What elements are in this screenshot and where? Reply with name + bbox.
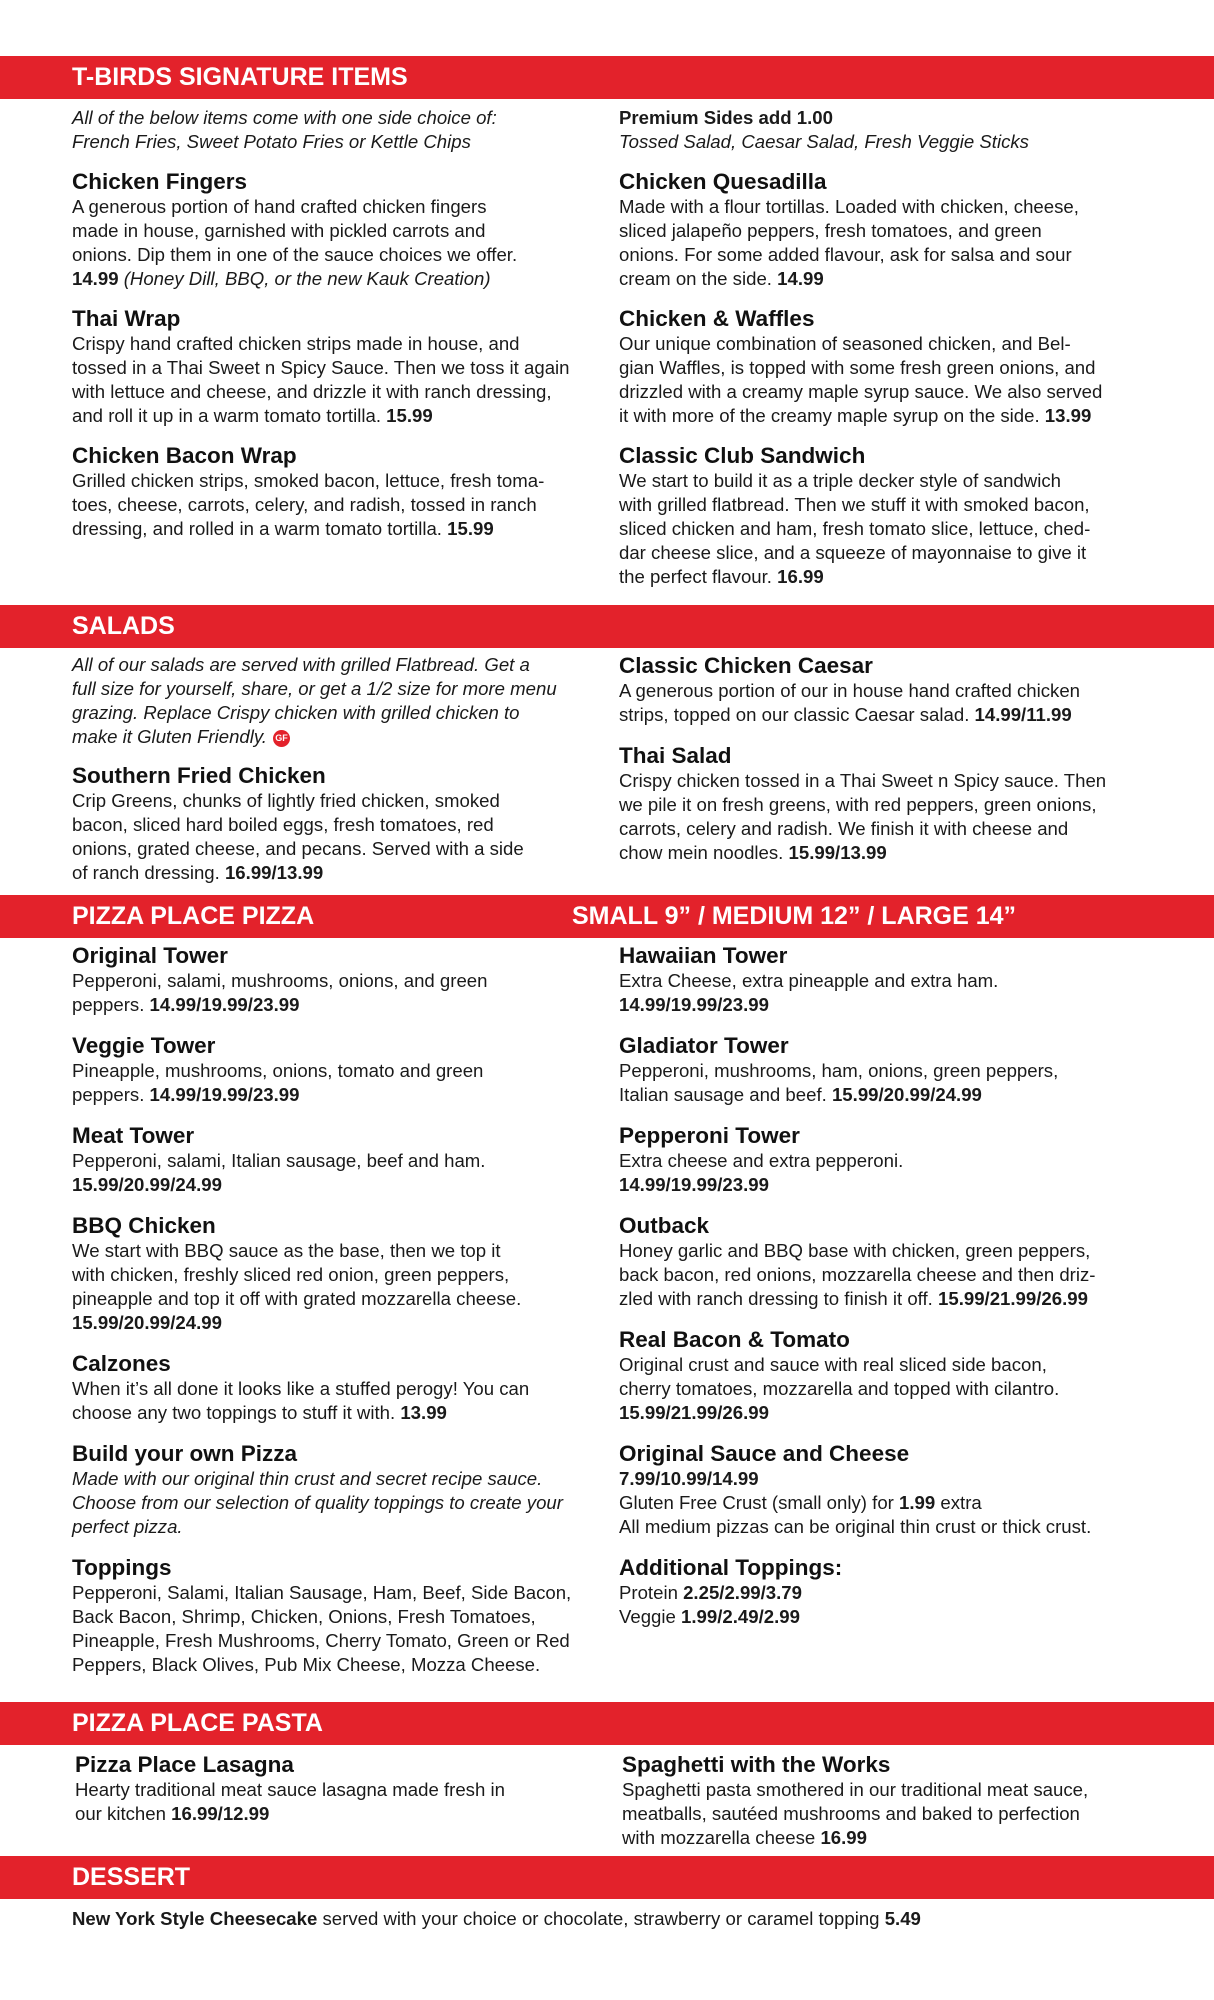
pasta-left-column [75, 1751, 600, 1826]
menu-item-additional-toppings: Additional Toppings: Protein 2.25/2.99/3.79 Veggie 1.99/2.49/2.99 [619, 1555, 843, 1627]
price: 15.99 [447, 518, 494, 539]
menu-item-original-sauce-cheese: Original Sauce and Cheese 7.99/10.99/14.99 Gluten Free Crust (small only) for 1.99 extra All medium pizzas can be original thin crust or thick crust. [619, 1440, 1144, 1539]
section-title: DESSERT [72, 1863, 191, 1891]
signature-left-column [72, 106, 597, 541]
menu-item-outback: Outback Honey garlic and BBQ base with chicken, green peppers, back bacon, red onions, mozzarella cheese and then driz- zled with ranch dressing to finish it off. 15.99/21.99/26.99 [619, 1213, 1096, 1309]
price: 14.99/19.99/23.99 [149, 1084, 300, 1105]
price: 15.99/20.99/24.99 [72, 1174, 222, 1195]
menu-item-chicken-fingers: Chicken Fingers A generous portion of hand crafted chicken fingers made in house, garnished with pickled carrots and onions. Dip them in one of the sauce choices we offer. 14.99 (Honey Dill, BBQ, or the new Kauk Creation) [72, 169, 518, 289]
pasta-right-column [622, 1751, 1147, 1850]
price: 14.99/19.99/23.99 [149, 994, 300, 1015]
section-title: T-BIRDS SIGNATURE ITEMS [72, 63, 408, 91]
price: 13.99 [1044, 405, 1092, 426]
price: 15.99/13.99 [788, 842, 887, 863]
menu-item-classic-chicken-caesar: Classic Chicken Caesar A generous portion of our in house hand crafted chicken strips, topped on our classic Caesar salad. 14.99/11.99 [619, 653, 1081, 725]
section-header-dessert [0, 1856, 1214, 1899]
menu-item-toppings: Toppings Pepperoni, Salami, Italian Sausage, Ham, Beef, Side Bacon, Back Bacon, Shrimp, Chicken, Onions, Fresh Tomatoes, Pineapple, Fresh Mushrooms, Cherry Tomato, Green or Red Peppers, Black Olives, Pub Mix Cheese, Mozza Cheese. [72, 1555, 572, 1675]
menu-item-classic-club: Classic Club Sandwich We start to build it as a triple decker style of sandwich with grilled flatbread. Then we stuff it with smoked bacon, sliced chicken and ham, fresh tomato slice, lettuce, ched- dar cheese slice, and a squeeze of mayonnaise to give it the perfect flavour. 16.99 [619, 443, 1091, 587]
menu-item-cheesecake [72, 1907, 921, 1931]
signature-intro: All of the below items come with one side choice of: French Fries, Sweet Potato Fries or Kettle Chips [72, 107, 497, 152]
price: 16.99 [777, 566, 824, 587]
menu-item-hawaiian-tower: Hawaiian Tower Extra Cheese, extra pineapple and extra ham. 14.99/19.99/23.99 [619, 942, 1144, 1017]
menu-item-veggie-tower: Veggie Tower Pineapple, mushrooms, onions, tomato and green peppers. 14.99/19.99/23.99 [72, 1033, 484, 1105]
menu-item-southern-fried-chicken: Southern Fried Chicken Crip Greens, chunks of lightly fried chicken, smoked bacon, sliced hard boiled eggs, fresh tomatoes, red onions, grated cheese, and pecans. Served with a side of ranch dressing. 16.99/13.99 [72, 763, 524, 883]
menu-item-bbq-chicken: BBQ Chicken We start with BBQ sauce as the base, then we top it with chicken, freshly sliced red onion, green peppers, pineapple and top it off with grated mozzarella cheese. 15.99/20.99/24.99 [72, 1212, 597, 1335]
price: 1.99/2.49/2.99 [681, 1606, 800, 1627]
price: 14.99 [72, 268, 119, 289]
section-header-salads [0, 605, 1214, 648]
section-title: SALADS [72, 612, 175, 640]
menu-item-thai-salad: Thai Salad Crispy chicken tossed in a Thai Sweet n Spicy sauce. Then we pile it on fresh greens, with red peppers, green onions, carrots, celery and radish. We finish it with cheese and chow mein noodles. 15.99/13.99 [619, 743, 1107, 863]
menu-item-real-bacon-tomato: Real Bacon & Tomato Original crust and sauce with real sliced side bacon, cherry tomatoes, mozzarella and topped with cilantro. 15.99/21.99/26.99 [619, 1326, 1144, 1425]
premium-sides-title: Premium Sides add 1.00 [619, 107, 833, 128]
section-title: PIZZA PLACE PASTA [72, 1709, 323, 1737]
menu-item-chicken-bacon-wrap: Chicken Bacon Wrap Grilled chicken strips, smoked bacon, lettuce, fresh toma- toes, cheese, carrots, celery, and radish, tossed in ranch dressing, and rolled in a warm tomato tortilla. 15.99 [72, 443, 545, 539]
price: 16.99/13.99 [224, 862, 324, 883]
section-header-signature [0, 56, 1214, 99]
menu-item-chicken-quesadilla: Chicken Quesadilla Made with a flour tortillas. Loaded with chicken, cheese, sliced jalapeño peppers, fresh tomatoes, and green onions. For some added flavour, ask for salsa and sour cream on the side. 14.99 [619, 169, 1079, 289]
price: 15.99/21.99/26.99 [619, 1402, 769, 1423]
price: 5.49 [884, 1908, 921, 1929]
price: 14.99/19.99/23.99 [619, 1174, 769, 1195]
price: 14.99/11.99 [974, 704, 1072, 725]
dessert-description: served with your choice or chocolate, strawberry or caramel topping [322, 1908, 880, 1929]
menu-item-spaghetti-works: Spaghetti with the Works Spaghetti pasta smothered in our traditional meat sauce, meatballs, sautéed mushrooms and baked to perfection with mozzarella cheese 16.99 [622, 1752, 1089, 1848]
price: 14.99/19.99/23.99 [619, 994, 769, 1015]
price: 1.99 [899, 1492, 936, 1513]
menu-item-chicken-waffles: Chicken & Waffles Our unique combination of seasoned chicken, and Bel- gian Waffles, is topped with some fresh green onions, and drizzled with a creamy maple syrup sauce. We also served it with more of the creamy maple syrup on the side. 13.99 [619, 306, 1103, 426]
menu-item-meat-tower: Meat Tower Pepperoni, salami, Italian sausage, beef and ham. 15.99/20.99/24.99 [72, 1122, 597, 1197]
menu-item-thai-wrap: Thai Wrap Crispy hand crafted chicken strips made in house, and tossed in a Thai Sweet n Spicy Sauce. Then we toss it again with lettuce and cheese, and drizzle it with ranch dressing, and roll it up in a warm tomato tortilla. 15.99 [72, 306, 570, 426]
signature-right-column [619, 106, 1144, 589]
menu-item-build-your-own: Build your own Pizza Made with our original thin crust and secret recipe sauce. Choose from our selection of quality toppings to create your perfect pizza. [72, 1441, 563, 1537]
menu-item-original-tower: Original Tower Pepperoni, salami, mushrooms, onions, and green peppers. 14.99/19.99/23.99 [72, 943, 488, 1015]
salads-left-column [72, 653, 597, 885]
price: 15.99 [386, 405, 433, 426]
dessert-name: New York Style Cheesecake [72, 1908, 318, 1929]
section-header-pizza [0, 895, 1214, 938]
price: 16.99 [820, 1827, 867, 1848]
pizza-left-column [72, 942, 597, 1677]
menu-item-gladiator-tower: Gladiator Tower Pepperoni, mushrooms, ham, onions, green peppers, Italian sausage and beef. 15.99/20.99/24.99 [619, 1033, 1059, 1105]
premium-sides-list: Tossed Salad, Caesar Salad, Fresh Veggie Sticks [619, 131, 1029, 152]
price: 15.99/20.99/24.99 [831, 1084, 982, 1105]
price: 15.99/20.99/24.99 [72, 1312, 222, 1333]
salads-intro: All of our salads are served with grilled Flatbread. Get a full size for yourself, share, or get a 1/2 size for more menu grazing. Replace Crispy chicken with grilled chicken to make it Gluten Friendly. GF [72, 654, 557, 747]
menu-item-lasagna: Pizza Place Lasagna Hearty traditional meat sauce lasagna made fresh in our kitchen 16.99/12.99 [75, 1752, 505, 1824]
price: 7.99/10.99/14.99 [619, 1468, 759, 1489]
menu-item-pepperoni-tower: Pepperoni Tower Extra cheese and extra pepperoni. 14.99/19.99/23.99 [619, 1122, 1144, 1197]
price: 13.99 [400, 1402, 447, 1423]
price: 16.99/12.99 [171, 1803, 270, 1824]
section-title: PIZZA PLACE PIZZA [72, 902, 315, 930]
salads-right-column [619, 652, 1144, 865]
section-header-pasta [0, 1702, 1214, 1745]
sauce-note: (Honey Dill, BBQ, or the new Kauk Creation) [123, 268, 491, 289]
menu-item-calzones: Calzones When it’s all done it looks like a stuffed perogy! You can choose any two toppings to stuff it with. 13.99 [72, 1351, 530, 1423]
price: 14.99 [777, 268, 824, 289]
price: 15.99/21.99/26.99 [938, 1288, 1088, 1309]
pizza-sizes: SMALL 9” / MEDIUM 12” / LARGE 14” [572, 902, 1017, 930]
gluten-free-icon: GF [273, 730, 290, 747]
pizza-right-column [619, 942, 1144, 1629]
price: 2.25/2.99/3.79 [683, 1582, 802, 1603]
